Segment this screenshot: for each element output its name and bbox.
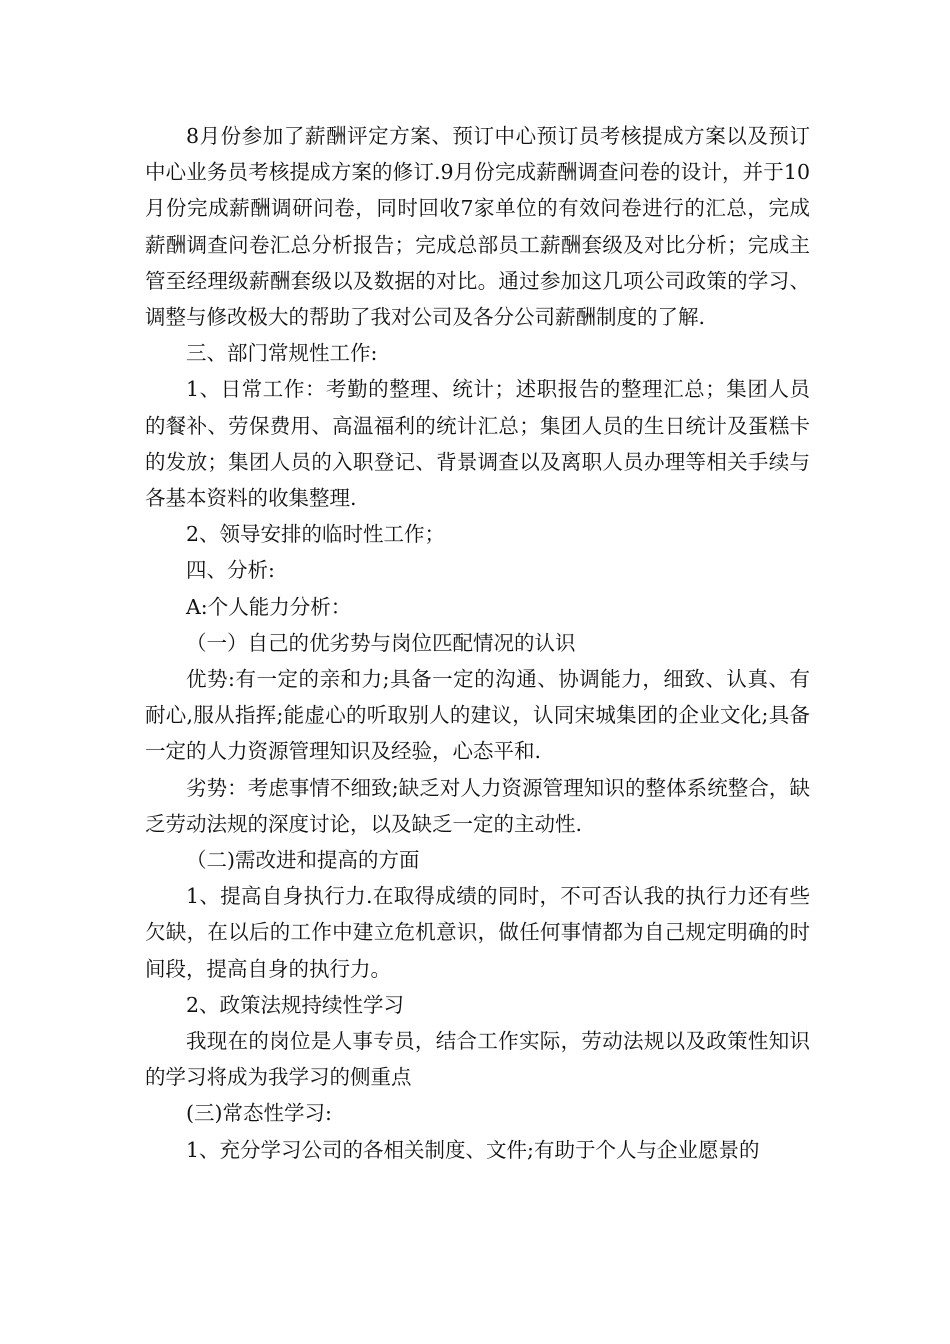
paragraph-weaknesses: 劣势：考虑事情不细致;缺乏对人力资源管理知识的整体系统整合，缺乏劳动法规的深度讨论，以及缺乏一定的主动性.	[145, 775, 810, 836]
document-body	[145, 118, 810, 1168]
heading-improvements: （二)需改进和提高的方面	[186, 848, 420, 873]
heading-routine-study: (三)常态性学习:	[186, 1101, 332, 1126]
heading-routine-work: 三、部门常规性工作:	[186, 341, 378, 366]
paragraph-temporary-work: 2、领导安排的临时性工作；	[186, 522, 446, 547]
heading-analysis: 四、分析:	[186, 558, 275, 583]
paragraph-strengths: 优势:有一定的亲和力;具备一定的沟通、协调能力，细致、认真、有耐心,服从指挥;能虚心的听取别人的建议，认同宋城集团的企业文化;具备一定的人力资源管理知识及经验，心态平和.	[145, 667, 810, 764]
heading-policy-study: 2、政策法规持续性学习	[186, 992, 405, 1017]
paragraph-daily-work: 1、日常工作：考勤的整理、统计；述职报告的整理汇总；集团人员的餐补、劳保费用、高温福利的统计汇总；集团人员的生日统计及蛋糕卡的发放；集团人员的入职登记、背景调查以及离职人员办理等相关手续与各基本资料的收集整理.	[145, 377, 810, 511]
paragraph-company-rules: 1、充分学习公司的各相关制度、文件;有助于个人与企业愿景的	[186, 1137, 760, 1162]
paragraph-execution: 1、提高自身执行力.在取得成绩的同时，不可否认我的执行力还有些欠缺，在以后的工作中建立危机意识，做任何事情都为自己规定明确的时间段，提高自身的执行力。	[145, 884, 810, 981]
heading-strengths-weaknesses: （一）自己的优劣势与岗位匹配情况的认识	[186, 630, 576, 655]
heading-personal-ability: A:个人能力分析：	[186, 594, 352, 619]
paragraph-salary-work: 8月份参加了薪酬评定方案、预订中心预订员考核提成方案以及预订中心业务员考核提成方案的修订.9月份完成薪酬调查问卷的设计，并于10月份完成薪酬调研问卷，同时回收7家单位的有效问卷进行的汇总，完成薪酬调查问卷汇总分析报告；完成总部员工薪酬套级及对比分析；完成主管至经理级薪酬套级以及数据的对比。通过参加这几项公司政策的学习、调整与修改极大的帮助了我对公司及各分公司薪酬制度的了解.	[145, 124, 810, 330]
paragraph-policy-study: 我现在的岗位是人事专员，结合工作实际，劳动法规以及政策性知识的学习将成为我学习的侧重点	[145, 1029, 810, 1090]
